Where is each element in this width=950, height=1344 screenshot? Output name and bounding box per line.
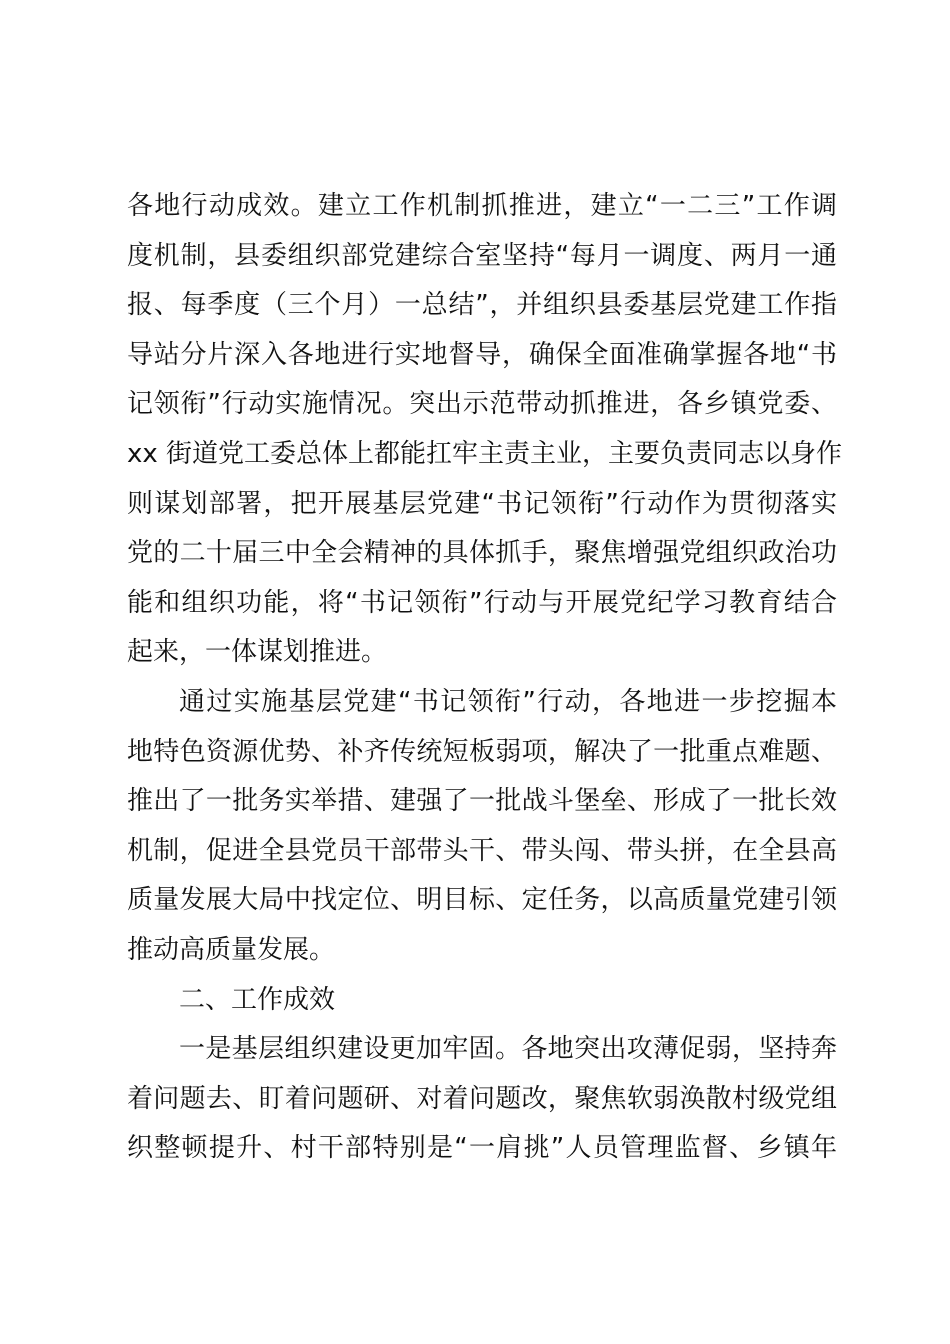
text-line: xx 街道党工委总体上都能扛牢主责主业，主要负责同志以身作 <box>127 438 843 469</box>
section-heading: 二、工作成效 <box>179 984 336 1015</box>
text-line: 地特色资源优势、补齐传统短板弱项，解决了一批重点难题、 <box>127 736 837 767</box>
text-line: 起来，一体谋划推进。 <box>127 637 388 668</box>
text-line: 机制，促进全县党员干部带头干、带头闯、带头拼，在全县高 <box>127 835 837 866</box>
section-heading-work-results <box>127 976 837 1026</box>
text-line: 则谋划部署，把开展基层党建“书记领衔”行动作为贯彻落实 <box>127 488 837 519</box>
text-line: 织整顿提升、村干部特别是“一肩挑”人员管理监督、乡镇年 <box>127 1133 837 1164</box>
paragraph-work-mechanism <box>127 182 843 678</box>
text-line: 度机制，县委组织部党建综合室坚持“每月一调度、两月一通 <box>127 240 837 271</box>
text-line: 着问题去、盯着问题研、对着问题改，聚焦软弱涣散村级党组 <box>127 1083 837 1114</box>
text-line: 能和组织功能，将“书记领衔”行动与开展党纪学习教育结合 <box>127 587 837 618</box>
paragraph-grassroots-organization <box>127 1025 837 1174</box>
text-line: 记领衔”行动实施情况。突出示范带动抓推进，各乡镇党委、 <box>127 389 837 420</box>
text-line: 推动高质量发展。 <box>127 934 336 965</box>
paragraph-action-results <box>127 678 837 976</box>
text-line: 各地行动成效。建立工作机制抓推进，建立“一二三”工作调 <box>127 191 837 221</box>
text-line: 党的二十届三中全会精神的具体抓手，聚焦增强党组织政治功 <box>127 538 837 569</box>
text-line: 报、每季度（三个月）一总结”，并组织县委基层党建工作指 <box>127 290 837 321</box>
text-line: 一是基层组织建设更加牢固。各地突出攻薄促弱，坚持奔 <box>179 1034 837 1065</box>
document-body <box>127 182 843 1174</box>
text-line: 通过实施基层党建“书记领衔”行动，各地进一步挖掘本 <box>179 686 837 717</box>
text-line: 导站分片深入各地进行实地督导，确保全面准确掌握各地“书 <box>127 339 837 370</box>
text-line: 推出了一批务实举措、建强了一批战斗堡垒、形成了一批长效 <box>127 786 837 817</box>
text-line: 质量发展大局中找定位、明目标、定任务，以高质量党建引领 <box>127 885 837 916</box>
